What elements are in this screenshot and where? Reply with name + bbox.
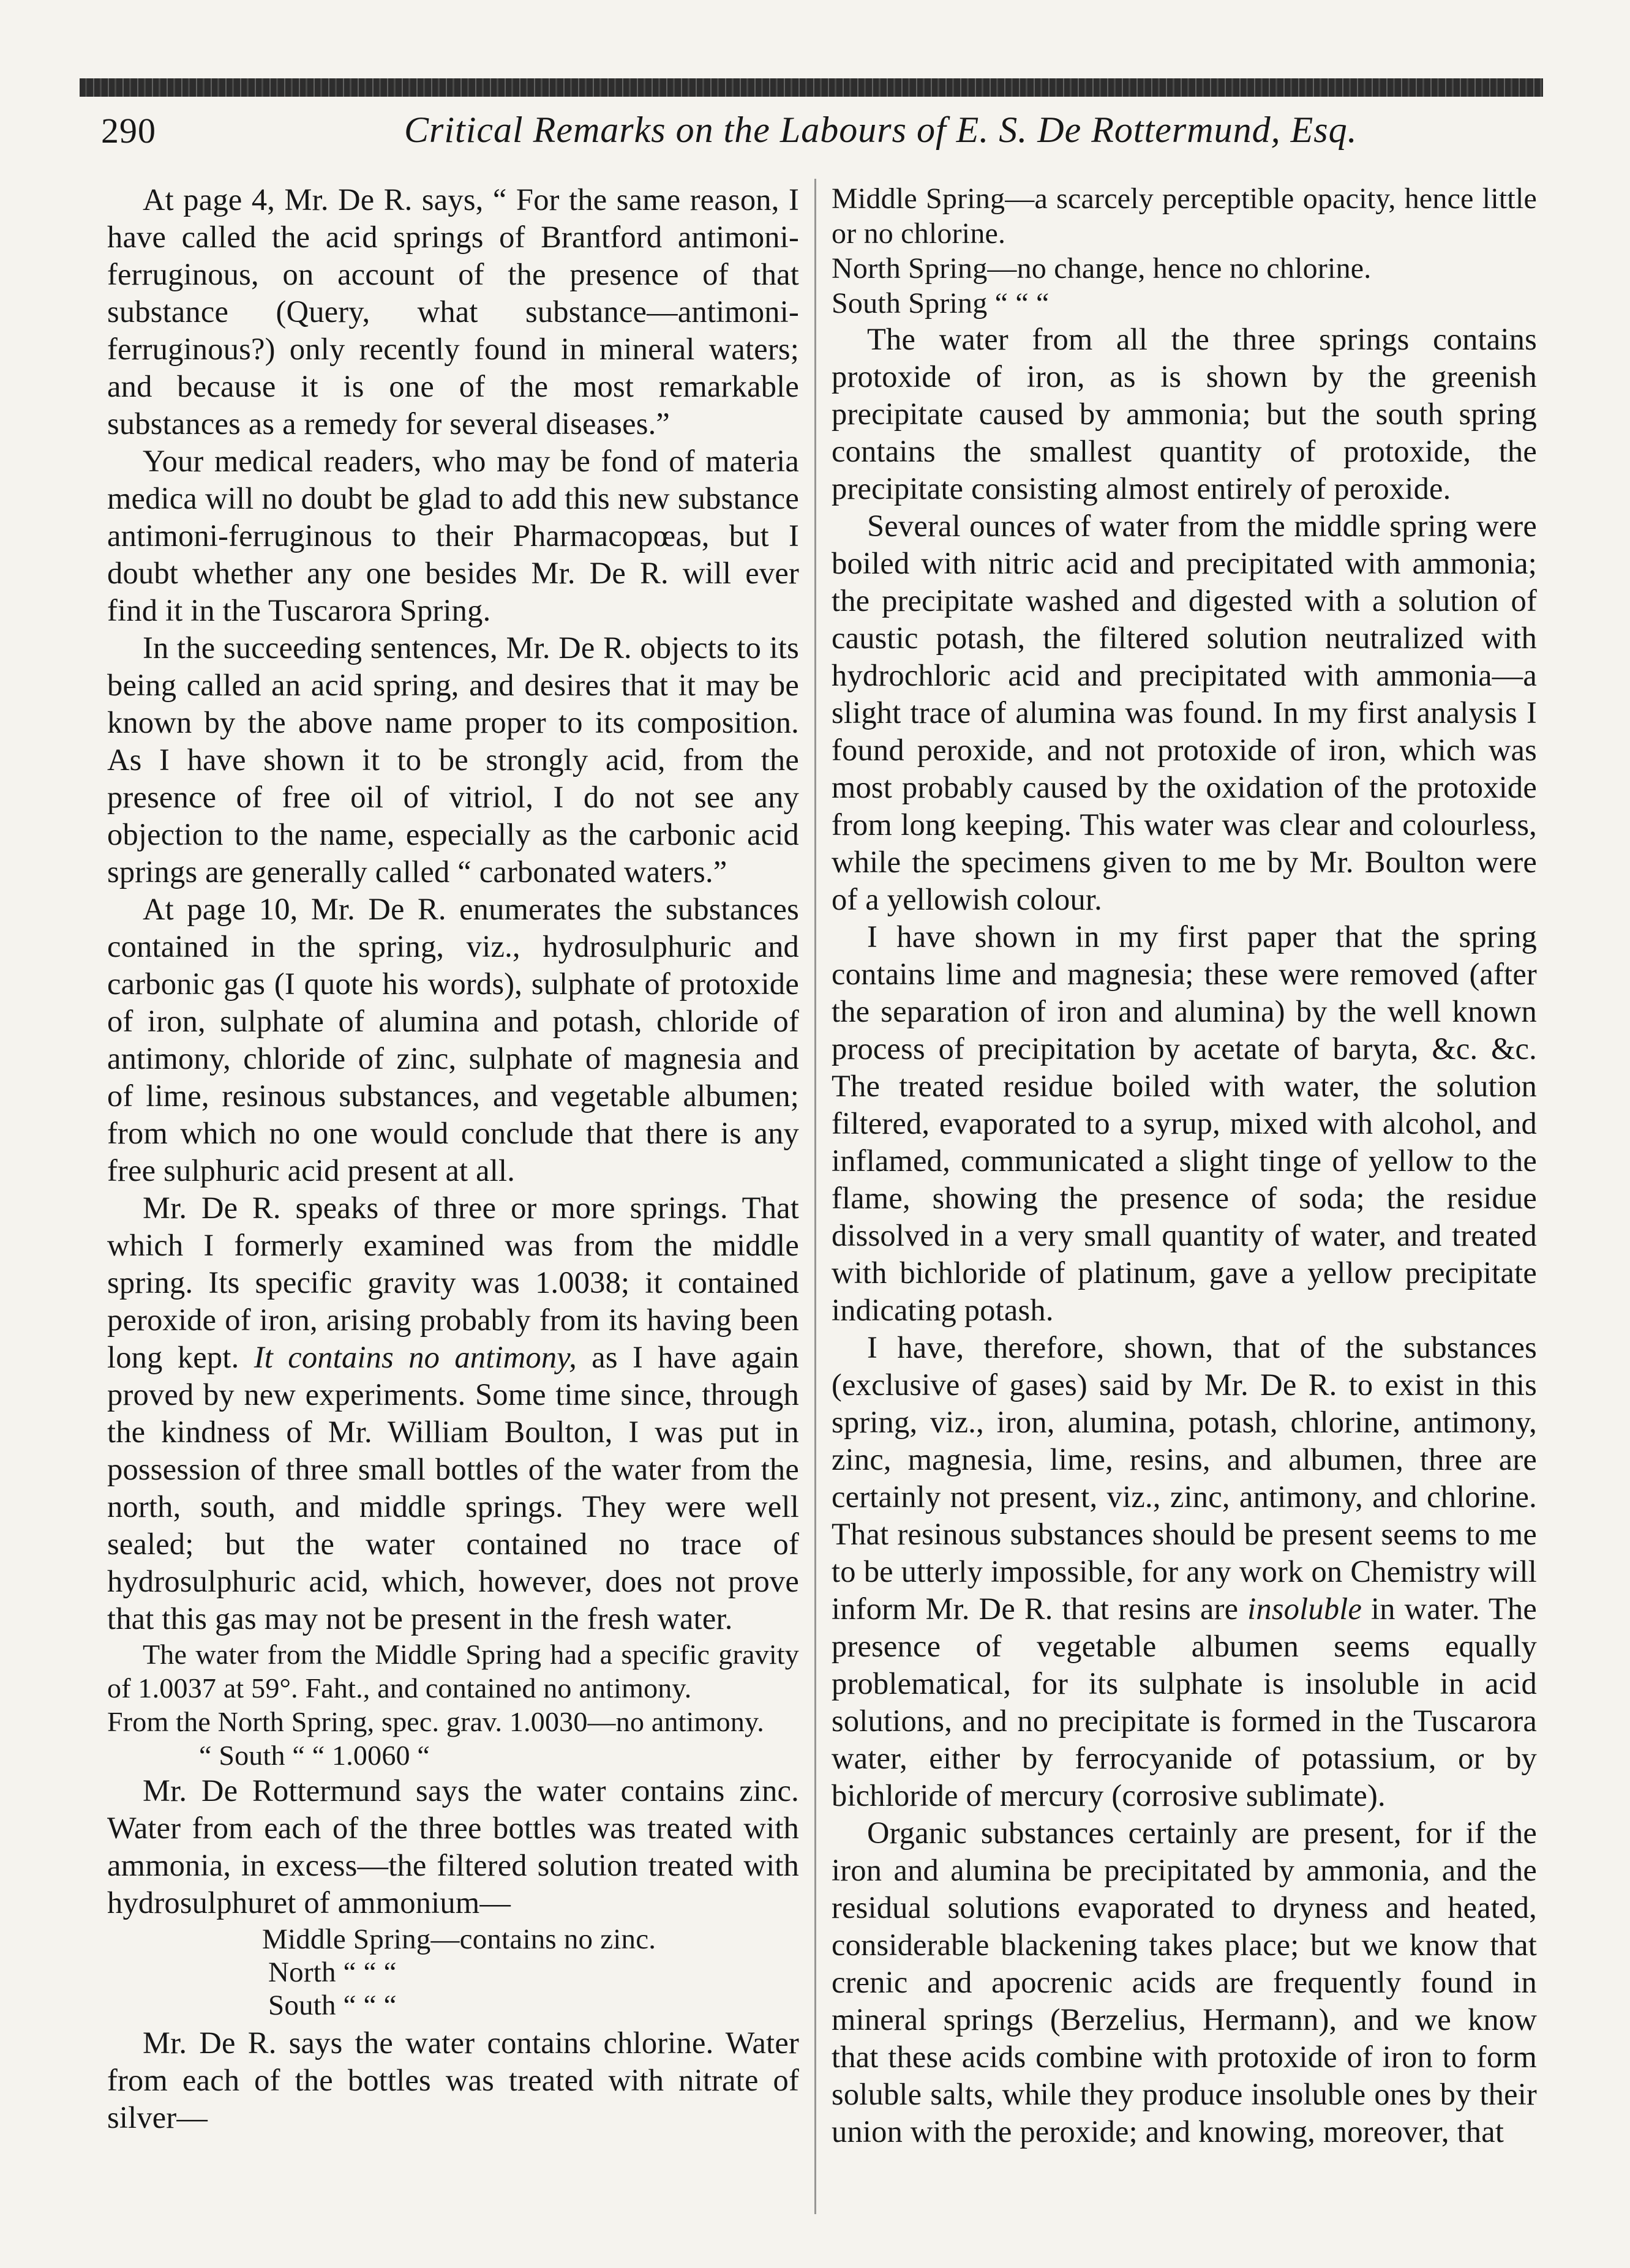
text-run: I have, therefore, shown, that of the substances (exclusive of gases) said by Mr. De R. to exist in this spring, viz., iron, alumina, potash, chlorine, antimony, zinc, magnesia, lime, resins, and albumen, three are certainly not present, viz., zinc, antimony, and chlorine. That resinous substances should be present seems to me to be utterly impossible, for any work on Chemistry will inform Mr. De R. that resins are: [832, 1330, 1537, 1626]
page-number: 290: [101, 111, 156, 151]
result-line: Middle Spring—contains no zinc.: [262, 1923, 656, 1955]
paragraph: [107, 1189, 799, 1637]
emphasis-text: insoluble: [1247, 1592, 1362, 1626]
paragraph: [832, 1329, 1537, 1814]
result-line: From the North Spring, spec. grav. 1.0030—no antimony.: [107, 1706, 764, 1737]
result-line: North Spring—no change, hence no chlorine.: [832, 252, 1372, 285]
column-divider: [814, 179, 816, 2214]
paragraph: Mr. De Rottermund says the water contains zinc. Water from each of the three bottles was treated with ammonia, in excess—the filtered solution treated with hydrosulphuret of ammonium—: [107, 1773, 799, 1920]
paragraph: Several ounces of water from the middle spring were boiled with nitric acid and precipitated with ammonia; the precipitate washed and digested with a solution of caustic potash, the filtered solution neutralized with hydrochloric acid and precipitated with ammonia—a slight trace of alumina was found. In my first analysis I found peroxide, and not protoxide of iron, which was most probably caused by the oxidation of the protoxide from long keeping. This water was clear and colourless, while the specimens given to me by Mr. Boulton were of a yellowish colour.: [832, 509, 1537, 916]
top-rule: [80, 78, 1543, 97]
running-title: Critical Remarks on the Labours of E. S. De Rottermund, Esq.: [404, 110, 1358, 150]
paragraph: I have shown in my first paper that the spring contains lime and magnesia; these were removed (after the separation of iron and alumina) by the well known process of precipitation by acetate of baryta, &c. &c. The treated residue boiled with water, the solution filtered, evaporated to a syrup, mixed with alcohol, and inflamed, communicated a slight tinge of yellow to the flame, showing the presence of soda; the residue dissolved in a very small quantity of water, and treated with bichloride of platinum, gave a yellow precipitate indicating potash.: [832, 919, 1537, 1327]
result-line: South Spring “ “ “: [832, 287, 1050, 320]
result-line: North “ “ “: [268, 1956, 397, 1988]
result-line: “ South “ “ 1.0060 “: [199, 1740, 430, 1771]
paragraph: At page 4, Mr. De R. says, “ For the same reason, I have called the acid springs of Brantford antimoni-ferruginous, on account of the presence of that substance (Query, what substance—antimoni-ferruginous?) only recently found in mineral waters; and because it is one of the most remarkable substances as a remedy for several diseases.”: [107, 182, 799, 441]
left-column: [107, 181, 799, 2136]
paragraph: The water from all the three springs contains protoxide of iron, as is shown by the greenish precipitate caused by ammonia; but the south spring contains the smallest quantity of protoxide, the precipitate consisting almost entirely of peroxide.: [832, 322, 1537, 506]
gravity-results: [107, 1637, 799, 1772]
paragraph: Your medical readers, who may be fond of materia medica will no doubt be glad to add this new substance antimoni-ferruginous to their Pharmacopœas, but I doubt whether any one besides Mr. De R. will ever find it in the Tuscarora Spring.: [107, 444, 799, 627]
chlorine-results: [832, 181, 1537, 321]
paragraph: Mr. De R. says the water contains chlorine. Water from each of the bottles was treated with nitrate of silver—: [107, 2026, 799, 2135]
right-column: [832, 181, 1537, 2150]
emphasis-text: It contains no antimony,: [254, 1340, 577, 1374]
zinc-results: [107, 1923, 799, 2022]
paragraph: At page 10, Mr. De R. enumerates the substances contained in the spring, viz., hydrosulphuric and carbonic gas (I quote his words), sulphate of protoxide of iron, sulphate of alumina and potash, chloride of antimony, chloride of zinc, sulphate of magnesia and of lime, resinous substances, and vegetable albumen; from which no one would conclude that there is any free sulphuric acid present at all.: [107, 892, 799, 1188]
paragraph: In the succeeding sentences, Mr. De R. objects to its being called an acid spring, and desires that it may be known by the above name proper to its composition. As I have shown it to be strongly acid, from the presence of free oil of vitriol, I do not see any objection to the name, especially as the carbonic acid springs are generally called “ carbonated waters.”: [107, 631, 799, 889]
text-run: as I have again proved by new experiments. Some time since, through the kindness of Mr. William Boulton, I was put in possession of three small bottles of the water from the north, south, and middle springs. They were well sealed; but the water contained no trace of hydrosulphuric acid, which, however, does not prove that this gas may not be present in the fresh water.: [107, 1340, 799, 1636]
result-line: The water from the Middle Spring had a specific gravity of 1.0037 at 59°. Faht., and contained no antimony.: [107, 1639, 799, 1704]
result-line: Middle Spring—a scarcely perceptible opacity, hence little or no chlorine.: [832, 182, 1537, 250]
text-run: in water. The presence of vegetable albumen seems equally problematical, for its sulphate is insoluble in acid solutions, and no precipitate is formed in the Tuscarora water, either by ferrocyanide of potassium, or by bichloride of mercury (corrosive sublimate).: [832, 1592, 1538, 1813]
result-line: South “ “ “: [268, 1989, 397, 2021]
paragraph: Organic substances certainly are present, for if the iron and alumina be precipitated by ammonia, and the residual solutions evaporated to dryness and heated, considerable blackening takes place; but we know that crenic and apocrenic acids are frequently found in mineral springs (Berzelius, Hermann), and we know that these acids combine with protoxide of iron to form soluble salts, while they produce insoluble ones by their union with the peroxide; and knowing, moreover, that: [832, 1816, 1537, 2149]
text-run: Mr. De R. speaks of three or more springs. That which I formerly examined was from the middle spring. Its specific gravity was 1.0038; it contained peroxide of iron, arising probably from its having been long kept.: [107, 1191, 799, 1374]
